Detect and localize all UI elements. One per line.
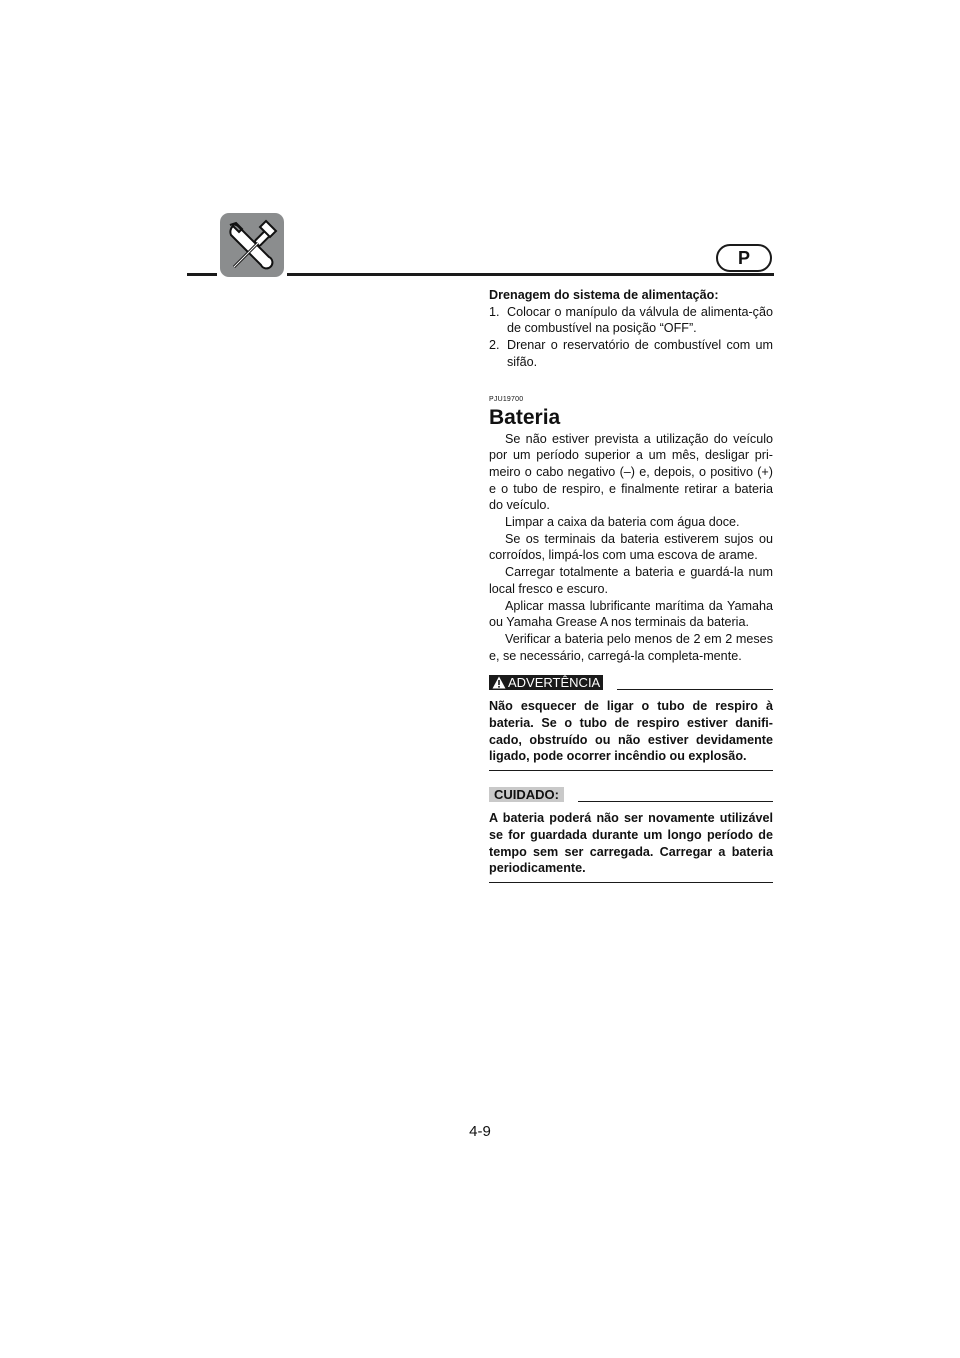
- list-item: [489, 337, 773, 370]
- caution-rule: [578, 801, 773, 802]
- step-text: Drenar o reservatório de combustível com um sifão.: [507, 338, 773, 369]
- section-code: PJU19700: [489, 395, 524, 403]
- wrench-screwdriver-icon: [220, 213, 284, 277]
- warning-header: [489, 673, 773, 690]
- warning-label-text: ADVERTÊNCIA: [508, 675, 601, 691]
- section-heading: Bateria: [489, 405, 561, 429]
- warning-text: Não esquecer de ligar o tubo de respiro à bateria. Se o tubo de respiro estiver danifi-cado, obstruído ou não estiver devidamente ligado, pode ocorrer incêndio ou explosão.: [489, 698, 773, 771]
- caution-header: [489, 785, 773, 802]
- step-number: 1.: [489, 304, 500, 319]
- paragraph: Se os terminais da bateria estiverem sujos ou corroídos, limpá-los com uma escova de arame.: [489, 531, 773, 563]
- caution-text: A bateria poderá não ser novamente utilizável se for guardada durante um longo período de tempo sem ser carregada. Carregar a bateria periodicamente.: [489, 810, 773, 883]
- language-badge: P: [716, 244, 772, 272]
- warning-triangle-icon: [492, 676, 506, 689]
- fuel-drain-title: Drenagem do sistema de alimentação:: [489, 288, 719, 302]
- paragraph: Limpar a caixa da bateria com água doce.: [505, 515, 740, 530]
- warning-label: [489, 675, 603, 690]
- paragraph: Aplicar massa lubrificante marítima da Yamaha ou Yamaha Grease A nos terminais da bateria.: [489, 598, 773, 630]
- warning-rule: [617, 689, 773, 690]
- header-rule-left: [187, 273, 217, 276]
- list-item: [489, 304, 773, 337]
- step-number: 2.: [489, 338, 500, 353]
- paragraph: Verificar a bateria pelo menos de 2 em 2 meses e, se necessário, carregá-la completa-mente.: [489, 631, 773, 663]
- caution-label: CUIDADO:: [489, 787, 564, 802]
- main-content: [489, 287, 773, 883]
- page-number: 4-9: [469, 1123, 491, 1140]
- step-text: Colocar o manípulo da válvula de alimenta-ção de combustível na posição “OFF”.: [507, 304, 773, 336]
- header-rule-right: [287, 273, 774, 276]
- fuel-drain-steps: [489, 304, 773, 371]
- paragraph: Carregar totalmente a bateria e guardá-la num local fresco e escuro.: [489, 565, 773, 596]
- paragraph: Se não estiver prevista a utilização do veículo por um período superior a um mês, desligar pri-meiro o cabo negativo (–) e, depois, o positivo (+) e o tubo de respiro, e finalmente retirar a bateria do veículo.: [489, 431, 773, 513]
